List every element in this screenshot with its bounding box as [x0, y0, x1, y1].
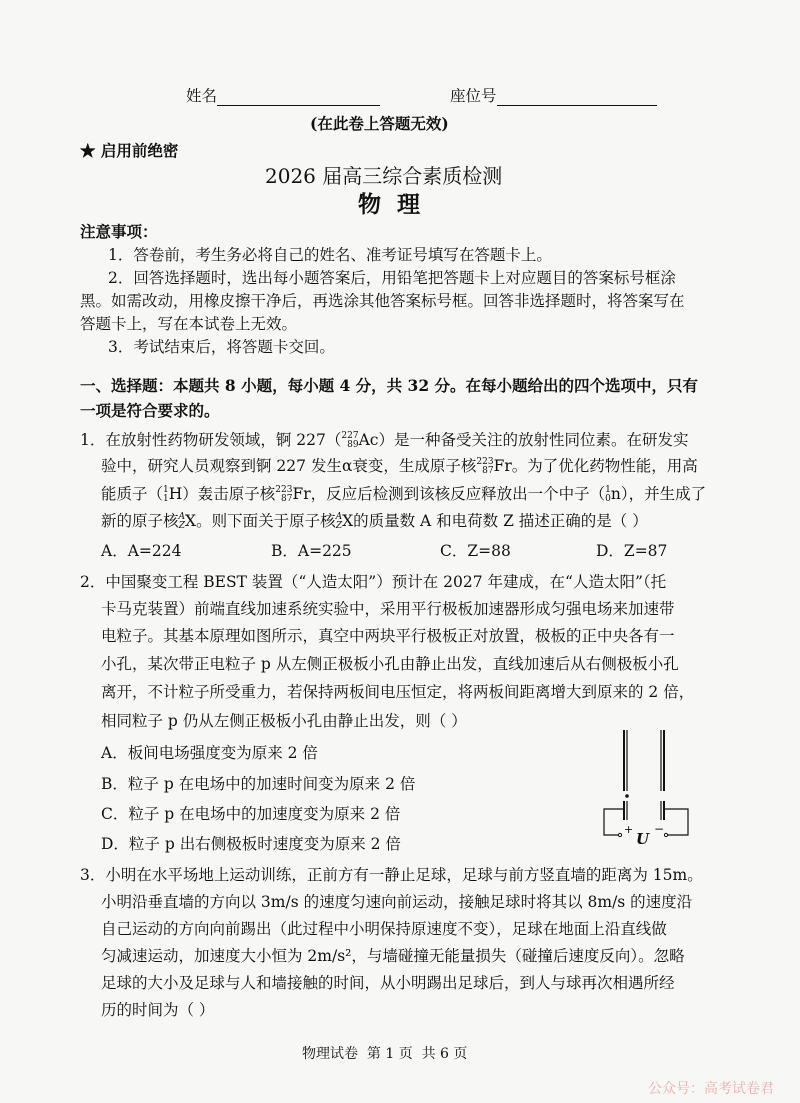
- seat-blank: [497, 89, 657, 106]
- notice-item: 黑。如需改动，用橡皮擦干净后，再选涂其他答案标号框。回答非选择题时，将答案写在: [80, 292, 685, 310]
- seat-label: 座位号: [450, 87, 497, 105]
- invalid-note: (在此卷上答题无效): [310, 114, 449, 133]
- voltage-label: U: [636, 830, 650, 848]
- q2-line: 离开，不计粒子所受重力，若保持两板间电压恒定，将两板间距离增大到原来的 2 倍，: [101, 683, 695, 701]
- q3-line: 自己运动的方向向前踢出（此过程中小明保持原速度不变），足球在地面上沿直线做: [101, 920, 667, 938]
- notice-item: 3．考试结束后，将答题卡交回。: [108, 338, 335, 356]
- neutron-nuclide: 1 0n: [605, 485, 621, 504]
- proton-nuclide: 1 1H: [163, 485, 183, 504]
- q2-line: 相同粒子 p 仍从左侧正极板小孔由静止出发，则（ ）: [101, 712, 467, 730]
- exam-title: 2026 届高三综合素质检测: [265, 164, 503, 188]
- q2-option-b: B．粒子 p 在电场中的加速时间变为原来 2 倍: [101, 775, 416, 793]
- subject-title: 物 理: [358, 191, 421, 218]
- q2-line: 2．中国聚变工程 BEST 装置（“人造太阳”）预计在 2027 年建成，在“人造太阳”（托: [80, 573, 667, 591]
- particle-p: [625, 794, 629, 798]
- notice-item: 答题卡上，写在本试卷上无效。: [80, 315, 298, 333]
- q1-option-c: C．Z=88: [440, 542, 511, 560]
- secret-mark: ★ 启用前绝密: [80, 141, 179, 160]
- q1-line: 1．在放射性药物研发领域，锕 227（227 89Ac）是一种备受关注的放射性同位素。在研发实: [80, 431, 689, 450]
- q2-line: 小孔，某次带正电粒子 p 从左侧正极板小孔由静止出发，直线加速后从右侧极板小孔: [101, 655, 679, 673]
- name-label: 姓名: [186, 87, 218, 105]
- q1-option-a: A．A=224: [101, 542, 182, 560]
- x-nuclide: A ZX: [178, 512, 197, 531]
- q2-line: 电粒子。其基本原理如图所示，真空中两块平行极板正对放置，极板的正中央各有一: [101, 627, 675, 645]
- q1-option-d: D．Z=87: [596, 542, 668, 560]
- q2-line: 卡马克装置）前端直线加速系统实验中，采用平行极板加速器形成匀强电场来加速带: [101, 600, 675, 618]
- q3-line: 小明沿垂直墙的方向以 3m/s 的速度匀速向前运动，接触足球时将其以 8m/s 的速度沿: [101, 893, 693, 911]
- q2-option-d: D．粒子 p 出右侧极板时速度变为原来 2 倍: [101, 835, 401, 853]
- notice-item: 2．回答选择题时，选出每小题答案后，用铅笔把答题卡上对应题目的答案标号框涂: [108, 269, 676, 287]
- q3-line: 3．小明在水平场地上运动训练，正前方有一静止足球，足球与前方竖直墙的距离为 15m。: [80, 866, 703, 884]
- watermark: 公众号：高考试卷君: [648, 1081, 774, 1097]
- q1-option-b: B．A=225: [271, 542, 352, 560]
- fr-nuclide: 223 87Fr: [476, 457, 512, 476]
- seat-field: [450, 84, 657, 106]
- wire-left: [604, 809, 624, 835]
- page-footer: 物理试卷 第 1 页 共 6 页: [302, 1046, 468, 1062]
- plate-accelerator-diagram: [596, 725, 706, 850]
- x-nuclide: A ZX: [335, 512, 354, 531]
- ac-nuclide: 227 89Ac: [341, 431, 379, 450]
- q1-line: 新的原子核A ZX。则下面关于原子核A ZX的质量数 A 和电荷数 Z 描述正确的是（ ）: [101, 512, 648, 531]
- q1-line: 能质子（1 1H）轰击原子核223 87Fr，反应后检测到该核反应释放出一个中子（1 0n），并生成了: [101, 485, 707, 504]
- section-heading-cont: 一项是符合要求的。: [80, 401, 220, 420]
- q3-line: 匀减速运动，加速度大小恒为 2m/s²，与墙碰撞无能量损失（碰撞后速度反向）。忽略: [101, 947, 685, 965]
- q1-line: 验中，研究人员观察到锕 227 发生α衰变，生成原子核223 87Fr。为了优化药物性能，用高: [101, 457, 698, 476]
- q3-line: 足球的大小及足球与人和墙接触的时间，从小明踢出足球后，到人与球再次相遇所经: [101, 974, 675, 992]
- section-heading: 一、选择题：本题共 8 小题，每小题 4 分，共 32 分。在每小题给出的四个选项中，只有: [80, 376, 699, 395]
- plus-sign: +: [624, 823, 634, 836]
- minus-sign: −: [654, 822, 665, 836]
- wire-right: [664, 809, 688, 835]
- q2-option-a: A．板间电场强度变为原来 2 倍: [101, 744, 318, 762]
- notice-title: 注意事项：: [80, 222, 158, 241]
- fr-nuclide: 223 87Fr: [275, 485, 311, 504]
- name-blank: [217, 89, 380, 106]
- name-field: [186, 84, 380, 106]
- q2-option-c: C．粒子 p 在电场中的加速度变为原来 2 倍: [101, 805, 401, 823]
- notice-item: 1．答卷前，考生务必将自己的姓名、准考证号填写在答题卡上。: [108, 246, 552, 264]
- q3-line: 历的时间为（ ）: [101, 1001, 215, 1019]
